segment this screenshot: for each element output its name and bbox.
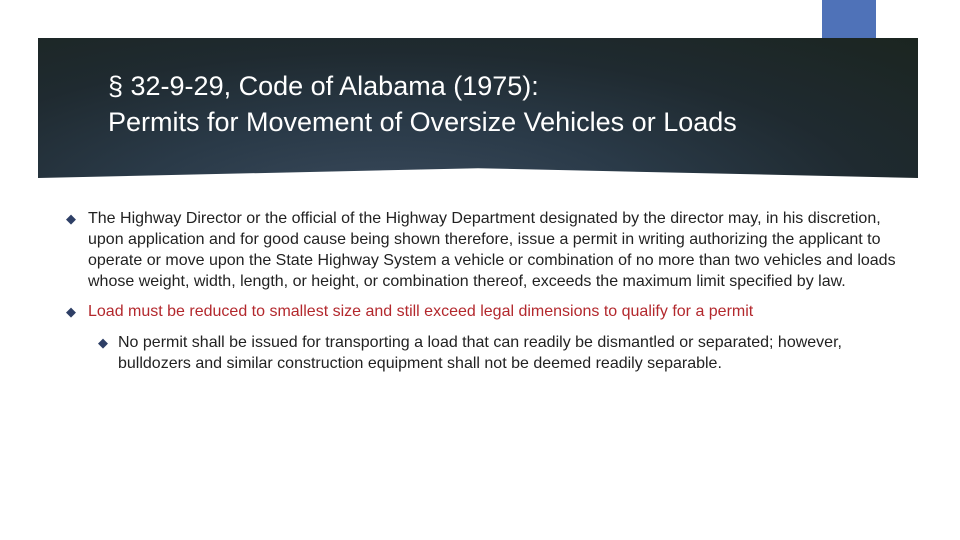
bullet-item [66, 208, 906, 292]
bullet-item [66, 301, 906, 322]
title-line-2: Permits for Movement of Oversize Vehicles or Loads [108, 107, 737, 137]
bullet-list [66, 208, 906, 374]
slide-title [108, 68, 868, 140]
diamond-bullet-icon: ◆ [98, 335, 108, 350]
diamond-bullet-icon: ◆ [66, 211, 76, 226]
title-line-1: § 32-9-29, Code of Alabama (1975): [108, 71, 539, 101]
diamond-bullet-icon: ◆ [66, 304, 76, 319]
bullet-text: The Highway Director or the official of the Highway Department designated by the director may, in his discretion, upon application and for good cause being shown therefore, issue a permit in writing authorizing the applicant to operate or move upon the State Highway System a vehicle or combination of no more than two vehicles and loads whose weight, width, length, or height, or combination thereof, exceeds the maximum limit specified by law. [88, 210, 896, 290]
bullet-text-emphasis: Load must be reduced to smallest size and still exceed legal dimensions to qualify for a permit [88, 303, 754, 320]
sub-bullet-item [98, 332, 906, 374]
sub-bullet-text: No permit shall be issued for transporting a load that can readily be dismantled or separated; however, bulldozers and similar construction equipment shall not be deemed readily separable. [118, 334, 842, 372]
